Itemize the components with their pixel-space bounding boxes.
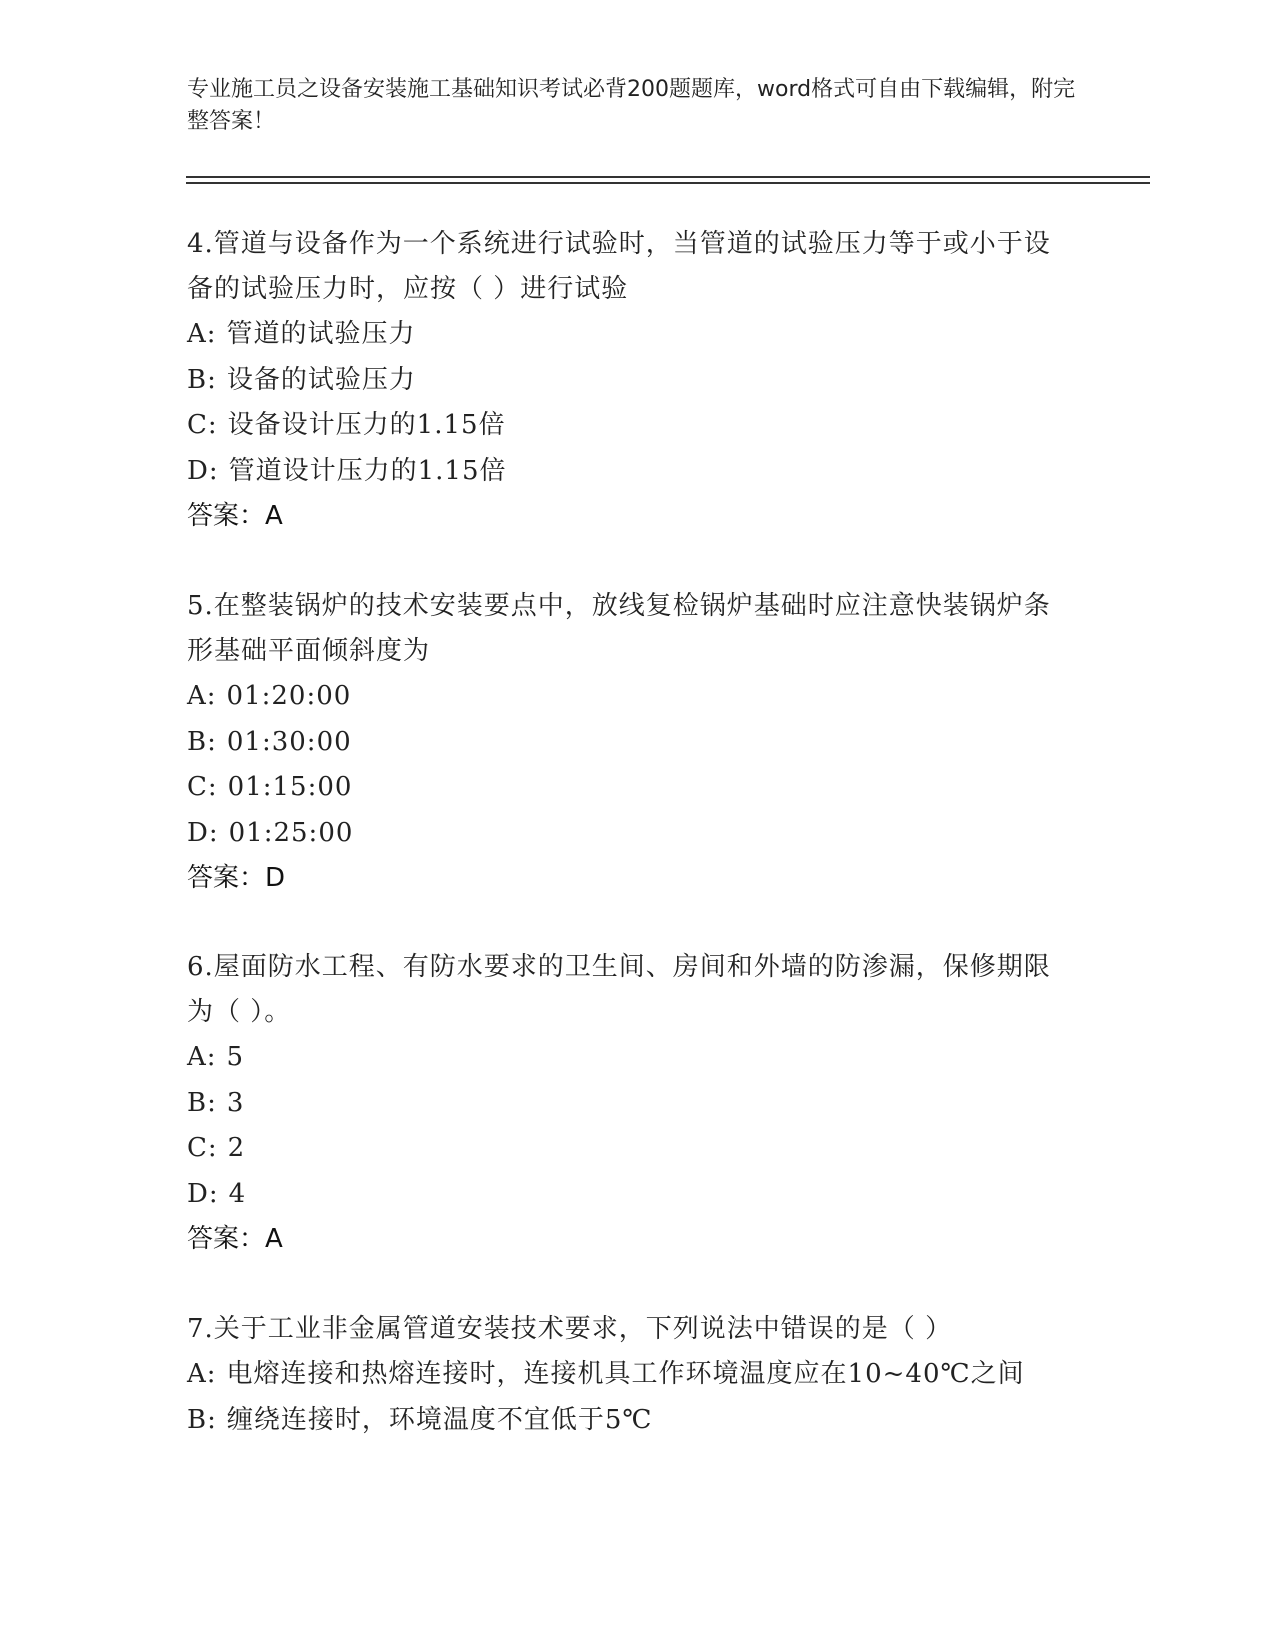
document-title: 专业施工员之设备安装施工基础知识考试必背200题题库，word格式可自由下载编辑，附完整答案！	[187, 77, 1076, 134]
option-b: B: 缠绕连接时，环境温度不宜低于5℃	[187, 1404, 653, 1435]
option-c: C: 设备设计压力的1.15倍	[187, 410, 506, 440]
option-b: B: 设备的试验压力	[187, 364, 416, 395]
option-c: C: 01:15:00	[187, 772, 353, 802]
question-6	[187, 945, 1067, 1262]
option-a: A: 电熔连接和热熔连接时，连接机具工作环境温度应在10~40℃之间	[187, 1359, 1025, 1389]
question-5	[187, 584, 1067, 901]
option-d: D: 01:25:00	[187, 817, 354, 848]
document-header	[187, 74, 1087, 138]
question-text: 7.关于工业非金属管道安装技术要求，下列说法中错误的是（ ）	[187, 1314, 953, 1344]
question-text: 6.屋面防水工程、有防水要求的卫生间、房间和外墙的防渗漏，保修期限为（ ）。	[187, 952, 1051, 1027]
header-divider-bottom	[186, 182, 1150, 184]
option-a: A: 5	[187, 1042, 245, 1072]
option-b: B: 01:30:00	[187, 726, 352, 757]
option-a: A: 01:20:00	[187, 681, 352, 711]
question-text: 5.在整装锅炉的技术安装要点中，放线复检锅炉基础时应注意快装锅炉条形基础平面倾斜度为	[187, 591, 1051, 666]
question-text: 4.管道与设备作为一个系统进行试验时，当管道的试验压力等于或小于设备的试验压力时，应按（ ）进行试验	[187, 229, 1051, 304]
header-divider-top	[186, 176, 1150, 178]
option-d: D: 管道设计压力的1.15倍	[187, 455, 507, 486]
answer: 答案：D	[187, 863, 286, 893]
answer: 答案：A	[187, 1224, 283, 1254]
option-b: B: 3	[187, 1087, 245, 1118]
answer: 答案：A	[187, 501, 283, 531]
option-c: C: 2	[187, 1133, 246, 1163]
question-4	[187, 222, 1067, 539]
question-7	[187, 1307, 1087, 1443]
option-a: A: 管道的试验压力	[187, 319, 416, 349]
option-d: D: 4	[187, 1178, 247, 1209]
